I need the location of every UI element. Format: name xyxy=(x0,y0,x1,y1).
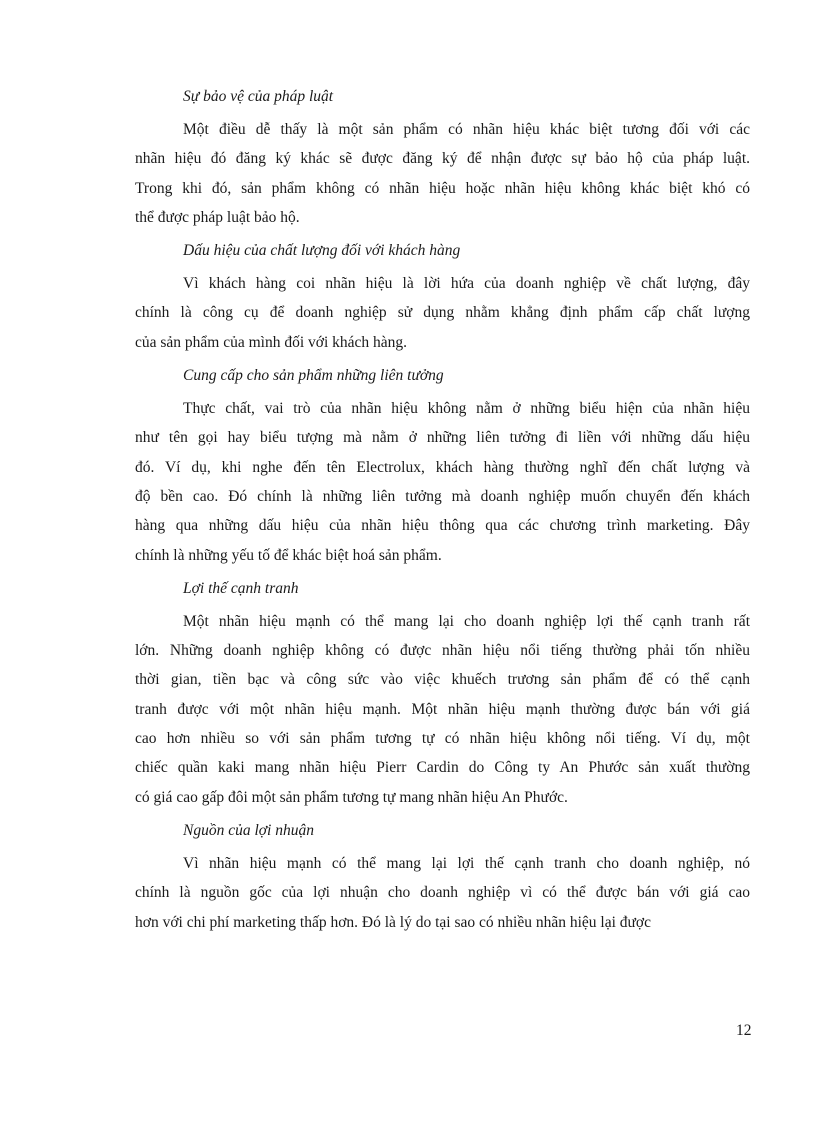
paragraph-line: tranh được với một nhãn hiệu mạnh. Một nhãn hiệu mạnh thường được bán với giá xyxy=(135,700,750,718)
paragraph-line: Vì khách hàng coi nhãn hiệu là lời hứa của doanh nghiệp về chất lượng, đây xyxy=(183,275,750,293)
paragraph-line: đó. Ví dụ, khi nghe đến tên Electrolux, khách hàng thường nghĩ đến chất lượng và xyxy=(135,458,750,476)
paragraph xyxy=(135,115,750,232)
section xyxy=(135,236,750,357)
paragraph-line: cao hơn nhiều so với sản phẩm tương tự có nhãn hiệu không nổi tiếng. Ví dụ, một xyxy=(135,730,750,748)
paragraph-line: chính là những yếu tố để khác biệt hoá sản phẩm. xyxy=(135,546,442,564)
paragraph-line: chính là nguồn gốc của lợi nhuận cho doanh nghiệp vì có thể được bán với giá cao xyxy=(135,884,750,902)
paragraph-line: thời gian, tiền bạc và công sức vào việc khuếch trương sản phẩm để có thể cạnh xyxy=(135,671,750,689)
section xyxy=(135,574,750,812)
document-body xyxy=(135,82,750,937)
paragraph xyxy=(135,394,750,570)
paragraph-line: hàng qua những dấu hiệu của nhãn hiệu thông qua các chương trình marketing. Đây xyxy=(135,517,750,535)
section xyxy=(135,82,750,232)
paragraph-line: như tên gọi hay biểu tượng mà nằm ở những liên tưởng đi liền với những dấu hiệu xyxy=(135,429,750,447)
paragraph-line: của sản phẩm của mình đối với khách hàng. xyxy=(135,333,408,351)
paragraph-line: Một nhãn hiệu mạnh có thể mang lại cho doanh nghiệp lợi thế cạnh tranh rất xyxy=(183,612,750,630)
paragraph-line: hơn với chi phí marketing thấp hơn. Đó là lý do tại sao có nhiều nhãn hiệu lại được xyxy=(135,913,651,931)
paragraph-line: lớn. Những doanh nghiệp không có được nhãn hiệu nổi tiếng thường phải tốn nhiều xyxy=(135,642,750,660)
paragraph-line: chiếc quần kaki mang nhãn hiệu Pierr Cardin do Công ty An Phước sản xuất thường xyxy=(135,759,750,777)
section-heading: Cung cấp cho sản phẩm những liên tưởng xyxy=(183,367,444,385)
section xyxy=(135,361,750,570)
section-heading: Dấu hiệu của chất lượng đối với khách hàng xyxy=(183,242,461,260)
paragraph xyxy=(135,607,750,812)
page-number: 12 xyxy=(736,1022,752,1039)
paragraph xyxy=(135,269,750,357)
paragraph-line: Thực chất, vai trò của nhãn hiệu không nằm ở những biểu hiện của nhãn hiệu xyxy=(183,400,750,418)
paragraph xyxy=(135,849,750,937)
paragraph-line: thể được pháp luật bảo hộ. xyxy=(135,208,300,226)
paragraph-line: Một điều dễ thấy là một sản phẩm có nhãn hiệu khác biệt tương đối với các xyxy=(183,121,750,138)
section xyxy=(135,816,750,937)
paragraph-line: chính là công cụ để doanh nghiệp sử dụng nhằm khẳng định phẩm cấp chất lượng xyxy=(135,304,750,322)
section-heading: Lợi thế cạnh tranh xyxy=(183,579,299,597)
paragraph-line: độ bền cao. Đó chính là những liên tưởng mà doanh nghiệp muốn chuyển đến khách xyxy=(135,487,750,505)
paragraph-line: Trong khi đó, sản phẩm không có nhãn hiệu hoặc nhãn hiệu không khác biệt khó có xyxy=(135,179,750,197)
section-heading: Nguồn của lợi nhuận xyxy=(183,821,314,839)
paragraph-line: nhãn hiệu đó đăng ký khác sẽ được đăng ký để nhận được sự bảo hộ của pháp luật. xyxy=(135,150,750,168)
paragraph-line: Vì nhãn hiệu mạnh có thể mang lại lợi thế cạnh tranh cho doanh nghiệp, nó xyxy=(183,854,750,872)
paragraph-line: có giá cao gấp đôi một sản phẩm tương tự mang nhãn hiệu An Phước. xyxy=(135,788,568,806)
section-heading: Sự bảo vệ của pháp luật xyxy=(183,88,334,105)
